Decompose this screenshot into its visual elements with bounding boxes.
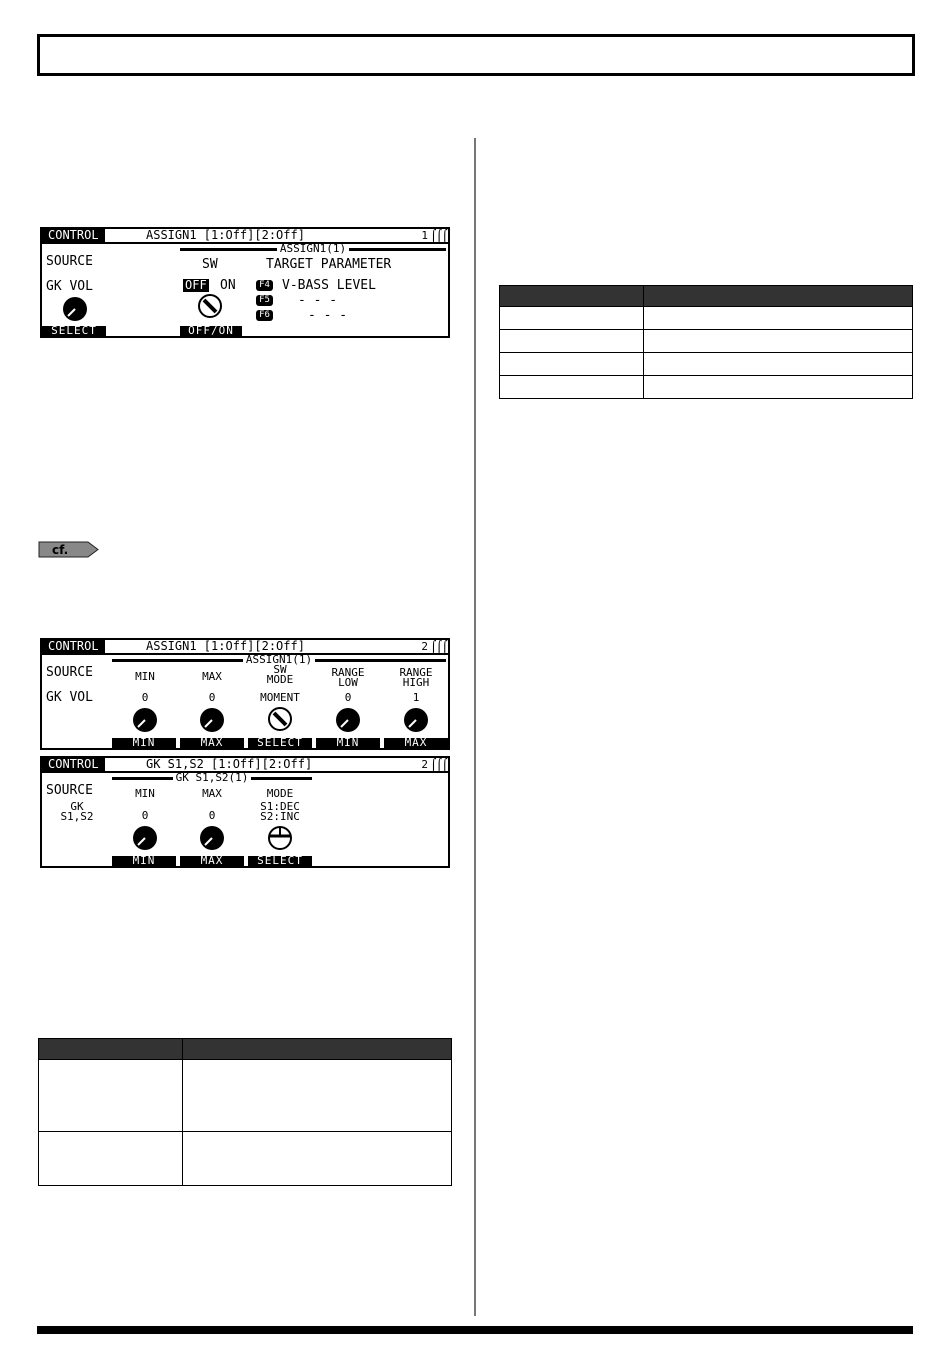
softkey-select: SELECT (248, 738, 312, 748)
softkey-off-on: OFF/ON (180, 326, 242, 336)
cf-reference-icon (38, 541, 100, 558)
table-cell (183, 1060, 452, 1132)
softkey-max: MAX (384, 738, 448, 748)
table-cell (644, 330, 913, 353)
page-wave-icon: ⌠⌠⌠ (430, 758, 447, 771)
f6-key-icon: F6 (256, 310, 273, 321)
range-low-column-label: RANGE LOW (331, 666, 365, 689)
lcd-screen-gk-s1s2 (40, 756, 450, 868)
lcd-page-number: 1 (421, 229, 428, 242)
softkey-min: MIN (112, 738, 176, 748)
lcd-header (42, 640, 448, 655)
mode-value: S1:DEC S2:INC (260, 800, 300, 823)
min-value: 0 (141, 691, 149, 704)
table-header-cell (500, 286, 644, 307)
svg-text:cf.: cf. (52, 543, 69, 557)
source-label: SOURCE (46, 665, 93, 680)
switch-knob-icon (197, 293, 223, 319)
range-high-value: 1 (412, 691, 420, 704)
min-column-label: MIN (135, 670, 155, 683)
max-value: 0 (208, 691, 216, 704)
max-value: 0 (208, 809, 216, 822)
source-value: GK VOL (46, 279, 93, 294)
table-row (500, 307, 913, 330)
table-header-row (500, 286, 913, 307)
parameter-table-right (499, 285, 913, 399)
table-header-cell (183, 1039, 452, 1060)
softkey-select: SELECT (248, 856, 312, 866)
source-label: SOURCE (46, 783, 93, 798)
knob-icon (62, 296, 88, 322)
sw-on-option: ON (220, 278, 236, 293)
table-row (500, 376, 913, 399)
table-cell (500, 353, 644, 376)
lcd-section-title: ASSIGN1(1) (180, 244, 446, 254)
table-cell (644, 307, 913, 330)
lcd-title: GK S1,S2 [1:Off][2:Off] (146, 757, 313, 771)
table-cell (500, 376, 644, 399)
lcd-tab-control: CONTROL (42, 758, 105, 771)
softkey-max: MAX (180, 856, 244, 866)
sw-off-selected: OFF (185, 278, 207, 292)
table-row (39, 1132, 452, 1186)
min-value: 0 (141, 809, 149, 822)
softkey-max: MAX (180, 738, 244, 748)
table-cell (500, 330, 644, 353)
table-cell (500, 307, 644, 330)
mode-column-label: MODE (266, 787, 294, 800)
table-cell (644, 353, 913, 376)
table-header-row (39, 1039, 452, 1060)
page-header-box (37, 34, 915, 76)
parameter-table-left (38, 1038, 452, 1186)
mode-selector-knob-icon (267, 825, 293, 851)
page-wave-icon: ⌠⌠⌠ (430, 640, 447, 653)
table-cell (644, 376, 913, 399)
lcd-tab-control: CONTROL (42, 229, 105, 242)
range-high-column-label: RANGE HIGH (399, 666, 433, 689)
lcd-title: ASSIGN1 [1:Off][2:Off] (146, 639, 305, 653)
table-row (39, 1060, 452, 1132)
range-high-knob-icon (403, 707, 429, 733)
min-knob-icon (132, 825, 158, 851)
lcd-title: ASSIGN1 [1:Off][2:Off] (146, 228, 305, 242)
target-parameter-label: TARGET PARAMETER (266, 257, 392, 272)
lcd-section-title: GK S1,S2(1) (112, 773, 312, 783)
sw-mode-value: MOMENT (260, 691, 300, 704)
min-column-label: MIN (135, 787, 155, 800)
lcd-page-number: 2 (421, 758, 428, 771)
table-row (500, 353, 913, 376)
min-knob-icon (132, 707, 158, 733)
f5-key-icon: F5 (256, 295, 273, 306)
lcd-tab-control: CONTROL (42, 640, 105, 653)
table-header-cell (644, 286, 913, 307)
lcd-screen-assign-page2 (40, 638, 450, 750)
lcd-page-number: 2 (421, 640, 428, 653)
max-knob-icon (199, 707, 225, 733)
lcd-section-title: ASSIGN1(1) (112, 655, 446, 665)
switch-knob-icon (267, 706, 293, 732)
table-cell (39, 1060, 183, 1132)
softkey-min: MIN (316, 738, 380, 748)
max-knob-icon (199, 825, 225, 851)
range-low-value: 0 (344, 691, 352, 704)
column-divider (474, 138, 476, 1316)
table-cell (39, 1132, 183, 1186)
max-column-label: MAX (202, 787, 222, 800)
footer-rule (37, 1326, 913, 1334)
lcd-header (42, 229, 448, 244)
sw-mode-column-label: SW MODE (266, 663, 294, 686)
page-wave-icon: ⌠⌠⌠ (430, 229, 447, 242)
source-label: SOURCE (46, 254, 93, 269)
softkey-select: SELECT (42, 326, 106, 336)
softkey-min: MIN (112, 856, 176, 866)
target-f6-value: - - - (308, 308, 348, 323)
table-cell (183, 1132, 452, 1186)
target-f4-value: V-BASS LEVEL (282, 278, 376, 293)
f4-key-icon: F4 (256, 280, 273, 291)
sw-label: SW (202, 257, 218, 272)
range-low-knob-icon (335, 707, 361, 733)
table-row (500, 330, 913, 353)
source-value: GK VOL (46, 690, 93, 705)
lcd-screen-assign-page1 (40, 227, 450, 338)
table-header-cell (39, 1039, 183, 1060)
max-column-label: MAX (202, 670, 222, 683)
source-value: GK S1,S2 (60, 800, 94, 823)
target-f5-value: - - - (298, 293, 338, 308)
